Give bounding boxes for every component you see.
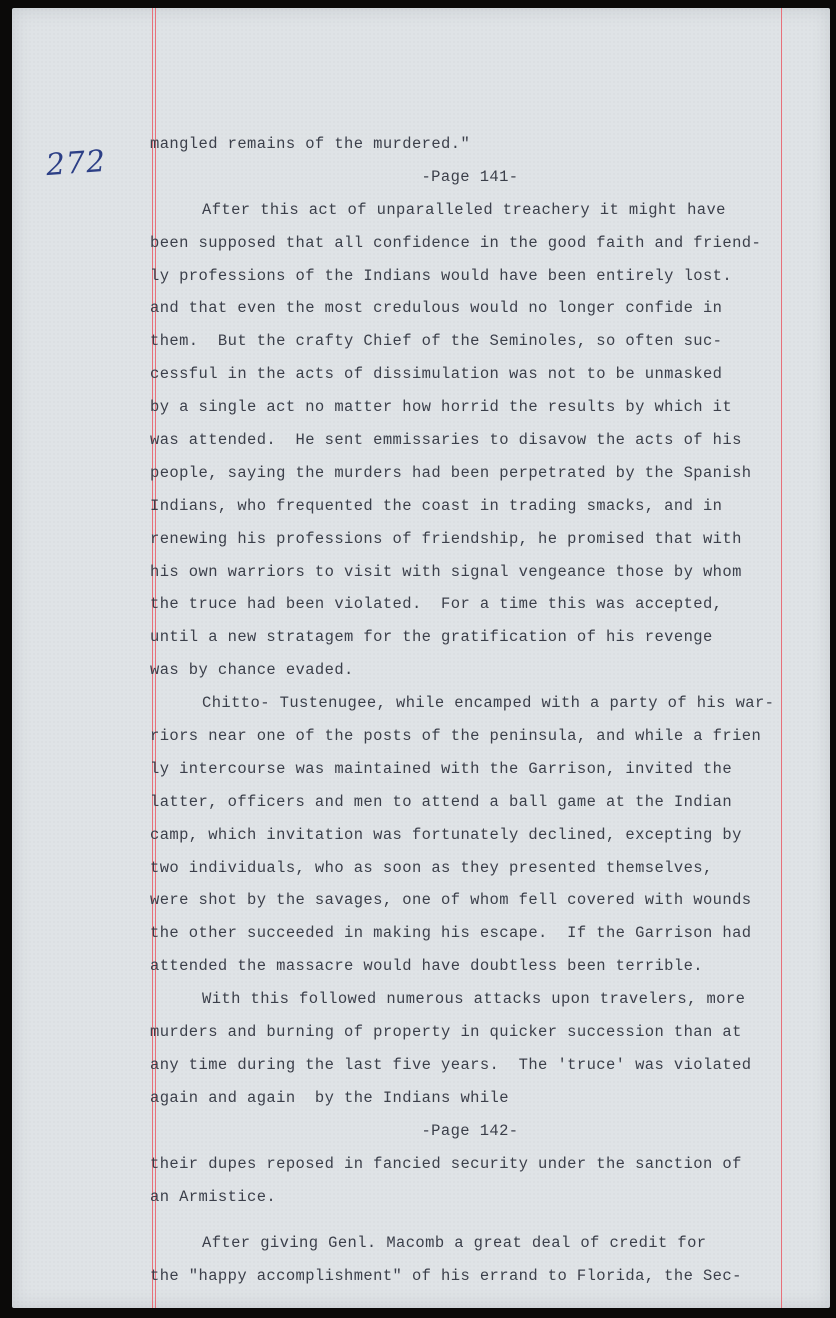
text-line: any time during the last five years. The 'truce' was violated [150, 1055, 752, 1074]
text-line: his own warriors to visit with signal vengeance those by whom [150, 562, 742, 581]
text-line: the "happy accomplishment" of his errand to Florida, the Sec- [150, 1267, 742, 1286]
text-line: people, saying the murders had been perpetrated by the Spanish [150, 463, 752, 482]
text-line: attended the massacre would have doubtless been terrible. [150, 957, 703, 976]
text-line: the other succeeded in making his escape. If the Garrison had [150, 924, 752, 943]
page-marker: -Page 142- [421, 1121, 519, 1140]
text-line: was by chance evaded. [150, 661, 354, 680]
text-line: mangled remains of the murdered." [150, 135, 471, 153]
text-line: murders and burning of property in quicker succession than at [150, 1023, 742, 1042]
text-line: their dupes reposed in fancied security under the sanction of [150, 1154, 742, 1173]
text-line: them. But the crafty Chief of the Seminoles, so often suc- [150, 332, 723, 351]
text-line: two individuals, who as soon as they presented themselves, [150, 858, 713, 877]
text-line: ly professions of the Indians would have been entirely lost. [150, 266, 733, 285]
text-line: and that even the most credulous would no longer confide in [150, 299, 723, 318]
text-line: ly intercourse was maintained with the Garrison, invited the [150, 759, 733, 778]
text-line: the truce had been violated. For a time this was accepted, [150, 595, 723, 614]
page-marker: -Page 141- [421, 167, 519, 186]
text-line: renewing his professions of friendship, he promised that with [150, 529, 742, 548]
text-line: was attended. He sent emmissaries to disavow the acts of his [150, 431, 742, 450]
paragraph-gap [150, 1213, 790, 1227]
text-line: camp, which invitation was fortunately declined, excepting by [150, 825, 742, 844]
text-line: again and again by the Indians while [150, 1088, 509, 1107]
paragraph-start: Chitto- Tustenugee, while encamped with a party of his war- [202, 694, 775, 713]
handwritten-page-number: 272 [44, 143, 108, 184]
text-line: cessful in the acts of dissimulation was not to be unmasked [150, 365, 723, 384]
text-line: latter, officers and men to attend a ball game at the Indian [150, 792, 733, 811]
text-line: Indians, who frequented the coast in trading smacks, and in [150, 496, 723, 515]
paragraph-start: With this followed numerous attacks upon travelers, more [202, 990, 746, 1009]
text-line: until a new stratagem for the gratification of his revenge [150, 628, 713, 647]
text-line: were shot by the savages, one of whom fell covered with wounds [150, 891, 752, 910]
text-line: an Armistice. [150, 1187, 277, 1206]
document-body [150, 128, 790, 1293]
paragraph-start: After this act of unparalleled treachery it might have [202, 200, 726, 219]
text-line: been supposed that all confidence in the good faith and friend- [150, 233, 762, 252]
paragraph-start: After giving Genl. Macomb a great deal of credit for [202, 1234, 707, 1253]
text-line: riors near one of the posts of the peninsula, and while a frien [150, 727, 762, 746]
text-line: by a single act no matter how horrid the results by which it [150, 398, 733, 417]
